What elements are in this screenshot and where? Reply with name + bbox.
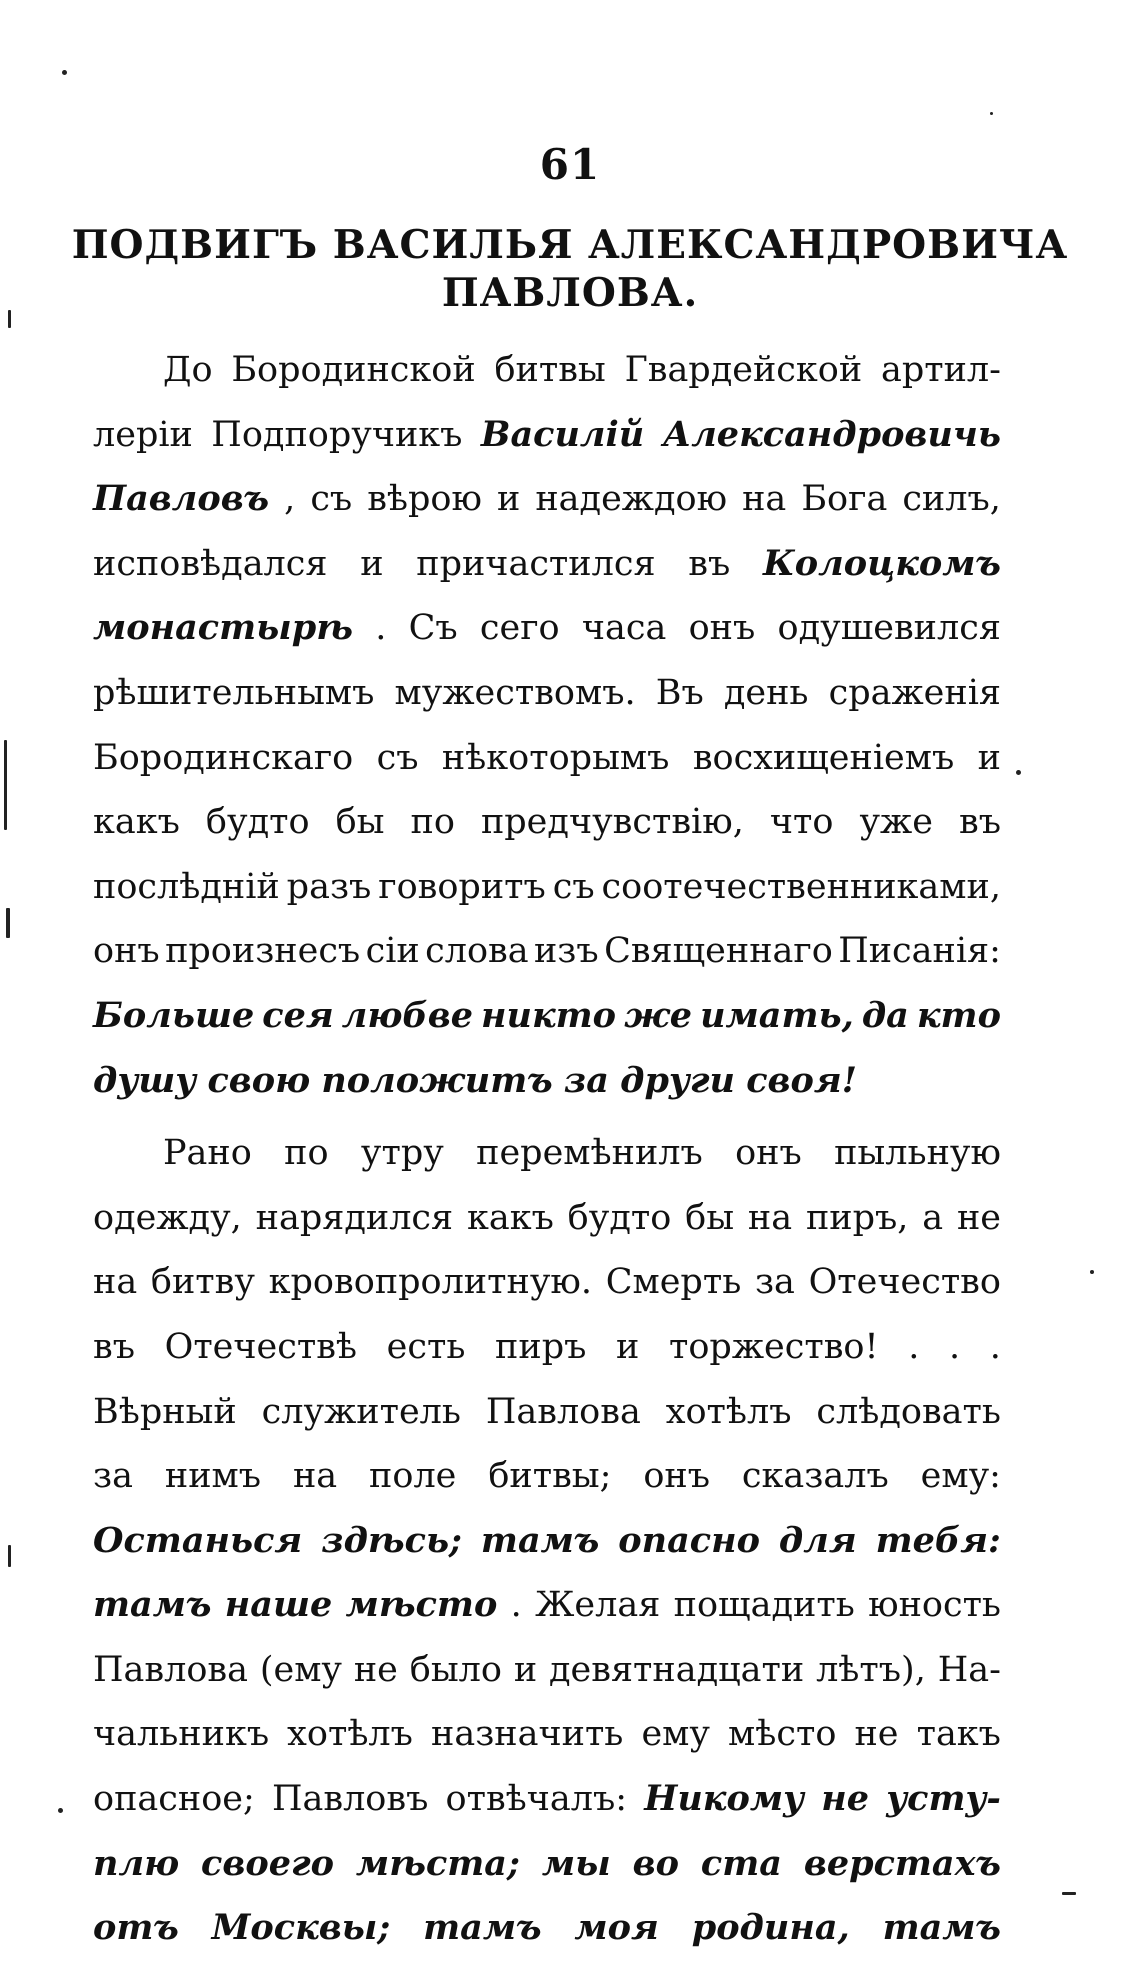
word: сраженiя [828, 672, 1001, 713]
word: Желая [535, 1585, 661, 1626]
italic-word: имать, [700, 994, 854, 1036]
word: мужествомъ. [394, 672, 636, 713]
italic-word: Останься [93, 1519, 303, 1561]
word: онъ [93, 931, 160, 972]
word: На- [937, 1649, 1001, 1690]
word: не [353, 1649, 398, 1690]
italic-word: тамъ [480, 1519, 600, 1561]
word: говоритъ [378, 866, 546, 907]
word: рѣшительнымъ [93, 672, 375, 713]
text-line [93, 1444, 1001, 1509]
italic-word: же [624, 994, 693, 1036]
print-speck [1016, 770, 1021, 775]
italic-word: не [821, 1778, 870, 1820]
word: сказалъ [741, 1456, 889, 1497]
text-line [93, 467, 1001, 532]
word: съ [552, 866, 595, 907]
word: въ [959, 802, 1001, 843]
word: было [409, 1649, 502, 1690]
word: слѣдовать [816, 1391, 1001, 1432]
italic-word: здѣсь; [321, 1519, 462, 1561]
word: уже [859, 802, 933, 843]
word: по [284, 1133, 329, 1174]
text-line [93, 661, 1001, 726]
text-line [93, 919, 1001, 984]
article-title-line-2: ПАВЛОВА. [441, 270, 699, 316]
word: , [284, 479, 296, 520]
word: бы [685, 1197, 735, 1238]
print-speck [1090, 1270, 1094, 1274]
word: предчувствiю, [480, 802, 744, 843]
word: онъ [735, 1133, 802, 1174]
word: будто [205, 802, 310, 843]
italic-word: положитъ [321, 1059, 553, 1101]
italic-word: никто [481, 994, 617, 1036]
word: ему: [920, 1456, 1001, 1497]
text-line [93, 1638, 1001, 1703]
word: Вѣрный [93, 1391, 237, 1432]
word: перемѣнилъ [476, 1133, 703, 1174]
word: опасное; [93, 1779, 255, 1820]
italic-word: тамъ [423, 1907, 542, 1949]
word: битвы; [488, 1456, 612, 1497]
word: девятнадцати [549, 1649, 805, 1690]
word: не [854, 1714, 899, 1755]
italic-word: Колоцкомъ [762, 542, 1001, 584]
word: сiи [365, 931, 420, 972]
word: и [977, 737, 1001, 778]
word: нарядился [255, 1197, 454, 1238]
word: на [93, 1262, 138, 1303]
word: какъ [93, 802, 180, 843]
italic-word: мѣсто [345, 1584, 498, 1626]
italic-word: да [861, 994, 909, 1036]
word: Подпоручикъ [211, 414, 463, 455]
text-line [93, 1832, 1001, 1897]
word: отвѣчалъ: [445, 1779, 628, 1820]
italic-word: за [563, 1059, 609, 1101]
text-line [93, 1573, 1001, 1638]
italic-word: тамъ [882, 1907, 1001, 1949]
text-line [93, 1315, 1001, 1380]
italic-word: своя! [746, 1059, 858, 1101]
word: ему [641, 1714, 710, 1755]
word: а [922, 1197, 944, 1238]
word: Бога [801, 479, 888, 520]
print-speck [8, 1545, 11, 1567]
body-text [93, 338, 1001, 1961]
word: лерiи [93, 414, 193, 455]
word: пиръ, [805, 1197, 909, 1238]
print-speck [4, 740, 7, 830]
text-line [93, 984, 1001, 1049]
italic-word: сея [262, 994, 334, 1036]
italic-word: Больше [93, 994, 255, 1036]
word: утру [360, 1133, 444, 1174]
italic-word: плю [93, 1842, 180, 1884]
text-line [93, 338, 1001, 403]
word: юность [868, 1585, 1001, 1626]
italic-word: тебя: [875, 1519, 1001, 1561]
italic-word: Москвы; [211, 1907, 391, 1949]
word: слова [425, 931, 529, 972]
word: за [754, 1262, 795, 1303]
word: . [510, 1585, 522, 1626]
word: какъ [466, 1197, 554, 1238]
word: съ [310, 479, 353, 520]
italic-word: для [778, 1519, 857, 1561]
print-speck [1062, 1892, 1076, 1895]
word: хотѣлъ [287, 1714, 413, 1755]
word: онъ [643, 1456, 711, 1497]
word: нѣкоторымъ [441, 737, 670, 778]
word: нимъ [164, 1456, 262, 1497]
word: и [616, 1326, 640, 1367]
word: онъ [688, 608, 756, 649]
word: . [375, 608, 387, 649]
text-line [93, 1250, 1001, 1315]
italic-word: свою [207, 1059, 311, 1101]
print-speck [990, 112, 993, 115]
word: лѣтъ), [816, 1649, 926, 1690]
word: одежду, [93, 1197, 242, 1238]
word: назначить [431, 1714, 624, 1755]
word: пыльную [834, 1133, 1001, 1174]
word: въ [93, 1326, 135, 1367]
word: битвы [494, 350, 606, 390]
text-line [93, 596, 1001, 661]
word: сего [479, 608, 560, 649]
print-speck [8, 310, 11, 328]
word: Павлова [485, 1391, 641, 1432]
word: Отечествѣ [164, 1326, 358, 1367]
word: въ [688, 543, 731, 584]
word: послѣднiй [93, 866, 280, 907]
word: хотѣлъ [665, 1391, 792, 1432]
word: исповѣдался [93, 543, 328, 584]
italic-word: моя [574, 1907, 659, 1949]
italic-word: тамъ [93, 1584, 212, 1626]
italic-word: кто [916, 994, 1001, 1036]
word: и [513, 1649, 538, 1690]
print-speck [6, 908, 10, 938]
word: Павловъ [271, 1779, 429, 1820]
italic-word: мѣста; [355, 1842, 520, 1884]
word: Рано [163, 1133, 252, 1174]
italic-word: отъ [93, 1907, 179, 1949]
word: кровопролитную. [268, 1262, 593, 1303]
word: изъ [533, 931, 599, 972]
word: восхищенiемъ [692, 737, 955, 778]
italic-word: наше [224, 1584, 333, 1626]
print-speck [62, 70, 67, 75]
text-line [93, 1896, 1001, 1961]
word: Павлова [93, 1649, 248, 1690]
text-line [93, 532, 1001, 597]
word: Бородинской [231, 350, 476, 390]
word: Смерть [605, 1262, 742, 1303]
text-line [93, 1049, 1001, 1114]
italic-word: душу [93, 1059, 197, 1101]
word: Писанiя: [838, 931, 1001, 972]
italic-word: во [632, 1842, 679, 1884]
word: будто [567, 1197, 672, 1238]
text-line [93, 1380, 1001, 1445]
word: мѣсто [728, 1714, 837, 1755]
word: Отечество [808, 1262, 1001, 1303]
italic-word: ста [700, 1842, 782, 1884]
word: битву [150, 1262, 255, 1303]
word: артил- [880, 350, 1001, 390]
word: торжество! [668, 1326, 879, 1367]
text-line [93, 790, 1001, 855]
article-title-line-1: ПОДВИГЪ ВАСИЛЬЯ АЛЕКСАНДРОВИЧА [71, 222, 1069, 268]
text-line [93, 855, 1001, 920]
word: одушевился [777, 608, 1001, 649]
word: день [723, 672, 809, 713]
word: съ [376, 737, 419, 778]
word: . [989, 1326, 1001, 1367]
word: часа [581, 608, 667, 649]
word: такъ [916, 1714, 1001, 1755]
word: по [410, 802, 455, 843]
word: что [769, 802, 834, 843]
word: надеждою [535, 479, 728, 520]
word: бы [335, 802, 385, 843]
word: и [496, 479, 521, 520]
word: соотечественниками, [601, 866, 1001, 907]
word: Бородинскаго [93, 737, 354, 778]
word: поле [369, 1456, 457, 1497]
italic-word: мы [541, 1842, 611, 1884]
italic-word: Никому [644, 1778, 805, 1820]
italic-word: Василiй [480, 413, 645, 455]
word: разъ [286, 866, 372, 907]
italic-word: родина, [691, 1907, 850, 1949]
word: на [742, 479, 787, 520]
text-line [93, 1702, 1001, 1767]
word: Съ [408, 608, 458, 649]
italic-word: своего [201, 1842, 334, 1884]
text-line [93, 1767, 1001, 1832]
word: за [93, 1456, 133, 1497]
text-line [93, 403, 1001, 468]
word: . [948, 1326, 961, 1367]
text-line [93, 726, 1001, 791]
italic-word: верстахъ [803, 1842, 1001, 1884]
italic-word: любве [341, 994, 473, 1036]
text-line [93, 1509, 1001, 1574]
italic-word: опасно [618, 1519, 760, 1561]
word: есть [386, 1326, 466, 1367]
page-number: 61 [539, 140, 601, 189]
word: Въ [655, 672, 704, 713]
word: служитель [261, 1391, 461, 1432]
word: чальникъ [93, 1714, 270, 1755]
word: произнесъ [165, 931, 361, 972]
word: причастился [416, 543, 656, 584]
word: на [747, 1197, 793, 1238]
italic-word: Александровичь [662, 413, 1001, 455]
italic-word: усту- [886, 1778, 1001, 1820]
print-speck [58, 1808, 63, 1813]
italic-word: Павловъ [93, 478, 270, 520]
word: пощадить [673, 1585, 855, 1626]
word: и [360, 543, 384, 584]
italic-word: други [620, 1059, 735, 1101]
word: не [956, 1197, 1001, 1238]
word: . [908, 1326, 920, 1367]
word: (ему [259, 1649, 343, 1690]
text-line [93, 1186, 1001, 1251]
text-line [93, 1121, 1001, 1186]
word: пиръ [495, 1326, 587, 1367]
word: на [292, 1456, 338, 1497]
word: Гвардейской [624, 350, 863, 390]
word: До [163, 350, 213, 390]
word: Священнаго [604, 931, 833, 972]
word: силъ, [902, 479, 1001, 520]
word: вѣрою [367, 479, 482, 520]
italic-word: монастырѣ [93, 607, 353, 649]
